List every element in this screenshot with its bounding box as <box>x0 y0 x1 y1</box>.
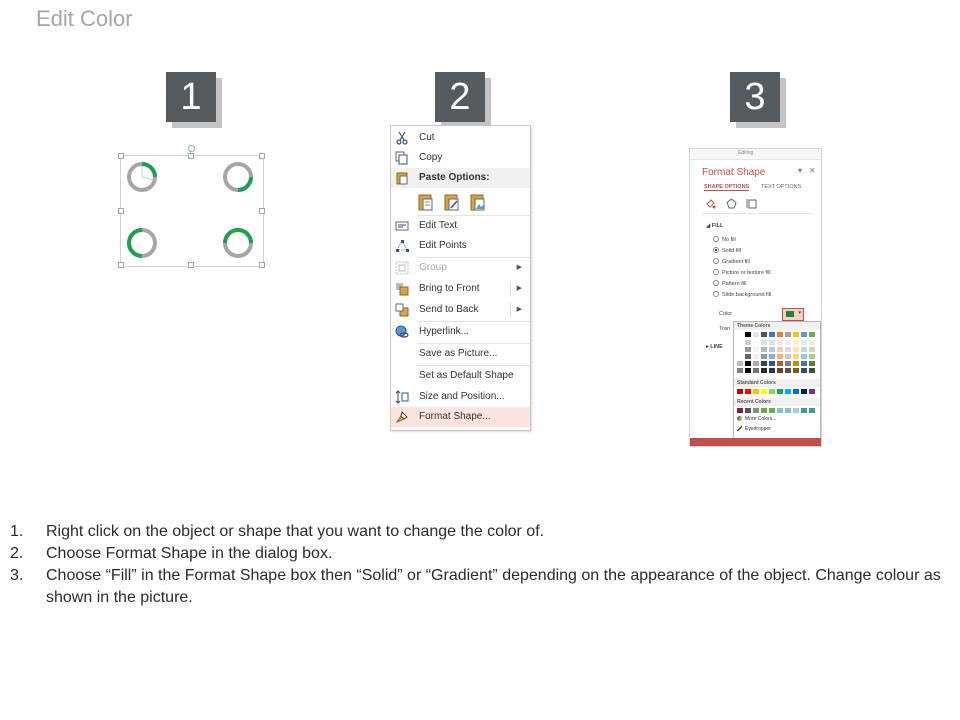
color-swatch[interactable] <box>801 332 807 337</box>
menu-item-edit-text[interactable] <box>391 216 530 236</box>
menu-item-send-to-back[interactable] <box>391 300 530 320</box>
color-swatch[interactable] <box>769 354 775 359</box>
paste-picture-icon[interactable] <box>469 192 487 212</box>
color-swatch[interactable] <box>777 347 783 352</box>
color-swatch[interactable] <box>809 332 815 337</box>
color-swatch[interactable] <box>793 332 799 337</box>
color-swatch[interactable] <box>761 368 767 373</box>
color-swatch[interactable] <box>761 332 767 337</box>
color-swatch[interactable] <box>753 389 759 394</box>
paste-icon <box>395 171 409 185</box>
submenu-arrow-icon[interactable]: ▶ <box>516 306 522 313</box>
recent-colors-header: Recent Colors <box>734 398 820 406</box>
color-swatch[interactable] <box>745 354 751 359</box>
color-swatch[interactable] <box>809 340 815 345</box>
theme-color-row <box>737 368 815 373</box>
fill-section-header[interactable] <box>706 223 723 229</box>
color-swatch[interactable] <box>753 361 759 366</box>
menu-item-bring-to-front[interactable] <box>391 279 530 299</box>
ring-shape[interactable] <box>225 164 251 190</box>
menu-item-label: Send to Back <box>419 304 479 315</box>
color-wheel-icon <box>737 416 742 421</box>
color-swatch[interactable] <box>737 347 743 352</box>
color-swatch[interactable] <box>745 368 751 373</box>
color-swatch[interactable] <box>785 389 791 394</box>
menu-item-size-and-position[interactable] <box>391 387 530 407</box>
ring-shape[interactable] <box>225 230 251 256</box>
color-swatch[interactable] <box>737 361 743 366</box>
radio-no-fill[interactable] <box>713 236 736 245</box>
eyedropper-icon <box>737 426 742 431</box>
radio-label: Solid fill <box>722 248 741 254</box>
paste-destination-theme-icon[interactable] <box>443 192 461 212</box>
color-swatch[interactable] <box>753 332 759 337</box>
edit-text-icon <box>395 219 409 233</box>
menu-item-label: Edit Text <box>419 220 458 231</box>
color-swatch[interactable] <box>737 340 743 345</box>
eyedropper-link[interactable] <box>737 426 771 432</box>
instruction-number: 3. <box>10 567 24 584</box>
color-swatch[interactable] <box>809 354 815 359</box>
color-swatch[interactable] <box>809 408 815 413</box>
color-palette-dropdown <box>733 321 821 440</box>
more-colors-link[interactable] <box>737 416 776 422</box>
transparency-label: Tran <box>719 326 731 332</box>
menu-item-label: Size and Position... <box>419 391 505 402</box>
color-swatch[interactable] <box>737 368 743 373</box>
color-swatch[interactable] <box>761 361 767 366</box>
color-swatch[interactable] <box>761 408 767 413</box>
color-swatch[interactable] <box>785 340 791 345</box>
color-swatch[interactable] <box>769 368 775 373</box>
theme-color-row <box>737 354 815 359</box>
tab-shape-options[interactable]: SHAPE OPTIONS <box>704 184 750 190</box>
copy-icon <box>395 151 409 165</box>
color-swatch[interactable] <box>745 389 751 394</box>
color-swatch[interactable] <box>737 408 743 413</box>
color-swatch[interactable] <box>777 354 783 359</box>
eyedropper-label: Eyedropper <box>745 426 771 432</box>
color-swatch[interactable] <box>753 408 759 413</box>
ribbon-strip <box>690 149 821 160</box>
fill-line-icon[interactable] <box>705 198 716 209</box>
instruction-item <box>10 521 950 543</box>
instruction-item <box>10 543 950 565</box>
color-swatch[interactable] <box>753 368 759 373</box>
format-shape-pane <box>689 148 822 447</box>
format-shape-icon <box>395 410 409 424</box>
color-swatch[interactable] <box>769 361 775 366</box>
color-swatch[interactable] <box>745 361 751 366</box>
pane-options-icon[interactable]: ▾ <box>798 166 803 175</box>
color-swatch[interactable] <box>793 354 799 359</box>
instruction-list <box>10 521 950 609</box>
line-section-label: LINE <box>710 344 723 350</box>
menu-item-label: Save as Picture... <box>419 348 498 359</box>
tab-text-options[interactable]: TEXT OPTIONS <box>761 184 802 190</box>
ring-shape[interactable] <box>129 164 155 190</box>
menu-item-group[interactable] <box>391 258 530 278</box>
radio-gradient-fill[interactable] <box>713 258 750 267</box>
color-swatch[interactable] <box>737 389 743 394</box>
collapse-arrow-icon: ◢ <box>706 223 711 229</box>
step-badge-2: 2 <box>435 72 485 122</box>
color-swatch[interactable] <box>809 389 815 394</box>
color-swatch[interactable] <box>785 347 791 352</box>
color-swatch[interactable] <box>777 408 783 413</box>
menu-item-label: Copy <box>419 152 443 163</box>
menu-section-label: Paste Options: <box>419 172 490 183</box>
color-swatch[interactable] <box>769 340 775 345</box>
color-swatch[interactable] <box>793 361 799 366</box>
ribbon-editing-label: Editing <box>738 150 754 156</box>
color-swatch[interactable] <box>785 332 791 337</box>
status-bar <box>690 438 821 446</box>
fill-color-button[interactable] <box>782 308 804 321</box>
instruction-number: 2. <box>10 545 24 562</box>
pane-title: Format Shape <box>702 167 766 178</box>
menu-item-label: Edit Points <box>419 240 467 251</box>
color-swatch[interactable] <box>753 354 759 359</box>
color-swatch[interactable] <box>801 361 807 366</box>
paint-bucket-icon <box>786 311 794 317</box>
menu-item-label: Set as Default Shape <box>419 370 514 381</box>
send-to-back-icon <box>395 303 409 317</box>
standard-colors-header: Standard Colors <box>734 379 820 387</box>
step-badge-1: 1 <box>166 72 216 122</box>
color-swatch[interactable] <box>801 340 807 345</box>
color-swatch[interactable] <box>745 347 751 352</box>
instruction-text: Choose Format Shape in the dialog box. <box>46 545 333 562</box>
color-swatch[interactable] <box>793 347 799 352</box>
radio-picture-texture-fill[interactable] <box>713 269 771 278</box>
effects-icon[interactable] <box>726 198 737 209</box>
color-swatch[interactable] <box>777 332 783 337</box>
menu-item-label: Format Shape... <box>419 411 491 422</box>
theme-colors-header: Theme Colors <box>734 322 820 330</box>
step-badge-3: 3 <box>730 72 780 122</box>
expand-arrow-icon: ▸ <box>706 344 709 350</box>
color-swatch[interactable] <box>737 354 743 359</box>
instruction-text: Choose “Fill” in the Format Shape box then “Solid” or “Gradient” depending on the appearance of the object. Change colour as shown in the picture. <box>46 567 941 606</box>
radio-solid-fill[interactable] <box>713 247 741 256</box>
color-swatch[interactable] <box>785 354 791 359</box>
color-swatch[interactable] <box>769 408 775 413</box>
menu-item-label: Group <box>419 262 447 273</box>
color-swatch[interactable] <box>809 361 815 366</box>
standard-color-row <box>737 389 815 394</box>
more-colors-label: More Colors... <box>745 416 777 422</box>
color-swatch[interactable] <box>745 408 751 413</box>
paste-keep-formatting-icon[interactable] <box>417 192 435 212</box>
color-swatch[interactable] <box>801 408 807 413</box>
menu-item-edit-points[interactable] <box>391 236 530 256</box>
color-swatch[interactable] <box>769 347 775 352</box>
radio-slide-background-fill[interactable] <box>713 291 771 300</box>
menu-item-copy[interactable] <box>391 148 530 168</box>
line-section-header[interactable] <box>706 344 723 350</box>
color-swatch[interactable] <box>761 389 767 394</box>
slide-title: Edit Color <box>36 6 133 31</box>
color-swatch[interactable] <box>809 347 815 352</box>
color-swatch[interactable] <box>777 340 783 345</box>
instruction-item <box>10 565 950 609</box>
color-swatch[interactable] <box>801 389 807 394</box>
theme-color-row <box>737 332 815 337</box>
menu-section-paste-options <box>391 168 530 188</box>
group-icon <box>395 261 409 275</box>
close-icon[interactable]: ✕ <box>809 166 816 175</box>
split-divider <box>510 303 511 317</box>
instruction-text: Right click on the object or shape that you want to change the color of. <box>46 523 545 540</box>
menu-item-label: Bring to Front <box>419 283 480 294</box>
submenu-arrow-icon[interactable]: ▶ <box>516 285 522 292</box>
color-swatch[interactable] <box>761 347 767 352</box>
menu-item-save-as-picture[interactable] <box>391 344 530 364</box>
color-swatch[interactable] <box>785 361 791 366</box>
radio-label: Gradient fill <box>722 259 750 265</box>
color-swatch[interactable] <box>793 340 799 345</box>
pane-divider <box>702 213 812 214</box>
radio-pattern-fill[interactable] <box>713 280 746 289</box>
color-swatch[interactable] <box>745 332 751 337</box>
color-swatch[interactable] <box>761 340 767 345</box>
radio-label: Pattern fill <box>722 281 747 287</box>
color-swatch[interactable] <box>761 354 767 359</box>
color-swatch[interactable] <box>809 368 815 373</box>
theme-color-row <box>737 361 815 366</box>
size-position-icon <box>395 390 409 404</box>
color-swatch[interactable] <box>745 340 751 345</box>
ring-shapes <box>118 150 268 270</box>
context-menu <box>390 125 531 431</box>
radio-label: Picture or texture fill <box>722 270 771 276</box>
color-swatch[interactable] <box>777 361 783 366</box>
color-swatch[interactable] <box>785 408 791 413</box>
edit-points-icon <box>395 239 409 253</box>
color-swatch[interactable] <box>801 354 807 359</box>
color-swatch[interactable] <box>737 332 743 337</box>
color-swatch[interactable] <box>753 340 759 345</box>
recent-color-row <box>737 408 815 413</box>
submenu-arrow-icon: ▶ <box>516 264 522 271</box>
size-properties-icon[interactable] <box>746 198 757 209</box>
scissors-icon <box>395 131 409 145</box>
color-swatch[interactable] <box>785 368 791 373</box>
radio-label: No fill <box>722 237 736 243</box>
color-swatch[interactable] <box>753 347 759 352</box>
color-swatch[interactable] <box>777 389 783 394</box>
split-divider <box>510 282 511 296</box>
instruction-number: 1. <box>10 523 24 540</box>
color-swatch[interactable] <box>769 389 775 394</box>
theme-color-row <box>737 347 815 352</box>
ring-shape[interactable] <box>129 230 155 256</box>
theme-color-row <box>737 340 815 345</box>
color-swatch[interactable] <box>769 332 775 337</box>
menu-item-label: Cut <box>419 132 435 143</box>
color-swatch[interactable] <box>793 408 799 413</box>
fill-section-label: FILL <box>711 223 724 229</box>
radio-label: Slide background fill <box>722 292 772 298</box>
hyperlink-icon <box>395 325 409 339</box>
menu-item-set-default-shape[interactable] <box>391 366 530 386</box>
menu-item-label: Hyperlink... <box>419 326 470 337</box>
menu-item-cut[interactable] <box>391 128 530 148</box>
menu-item-hyperlink[interactable] <box>391 322 530 342</box>
color-swatch[interactable] <box>793 368 799 373</box>
menu-item-format-shape[interactable] <box>391 407 530 427</box>
color-swatch[interactable] <box>801 347 807 352</box>
color-swatch[interactable] <box>793 389 799 394</box>
bring-to-front-icon <box>395 282 409 296</box>
color-swatch[interactable] <box>801 368 807 373</box>
chevron-down-icon: ▾ <box>798 310 801 316</box>
color-label: Color <box>719 311 733 317</box>
color-swatch[interactable] <box>777 368 783 373</box>
